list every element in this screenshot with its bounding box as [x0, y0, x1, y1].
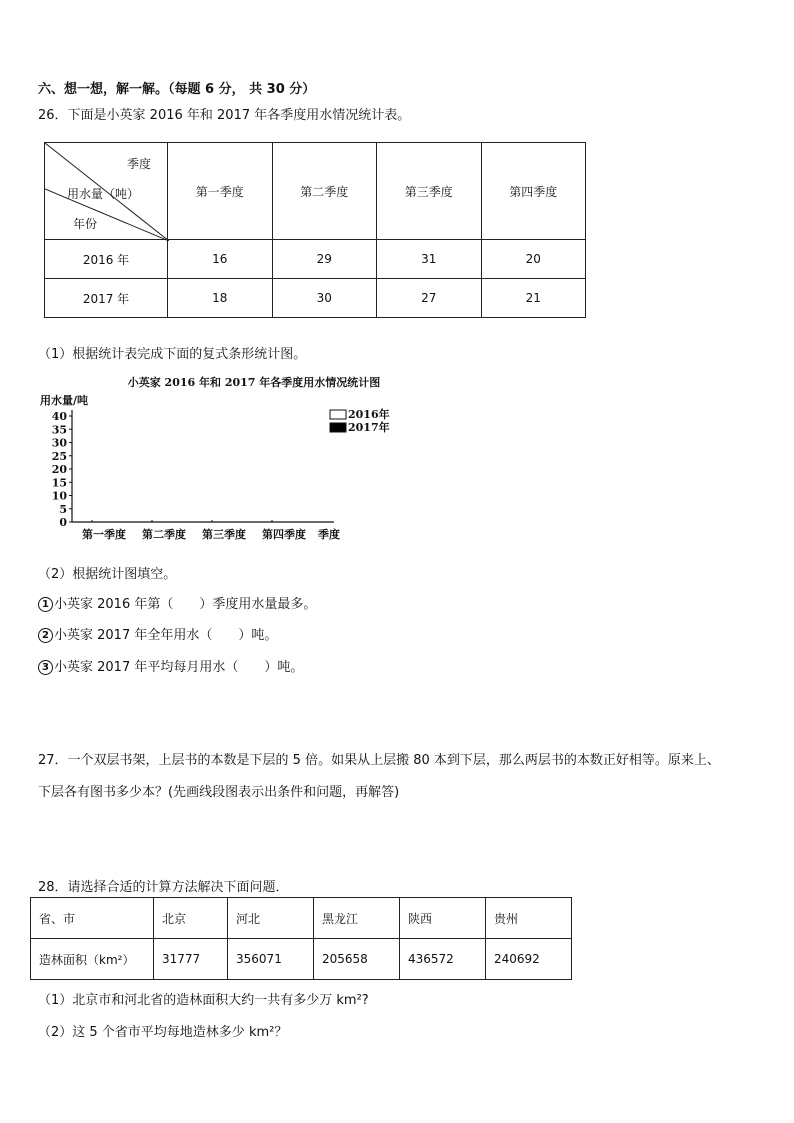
fill-item-3 [38, 656, 303, 675]
fill-text-2: 小英家 2017 年全年用水（ ）吨。 [54, 628, 278, 643]
table-row [45, 279, 586, 318]
table-header: 第三季度 [377, 143, 482, 240]
table-cell: 27 [377, 279, 482, 318]
x-category-label: 第一季度 [82, 528, 126, 541]
table-cell: 16 [168, 240, 273, 279]
y-tick-label: 25 [51, 449, 67, 463]
q27-line2: 下层各有图书多少本？(先画线段图表示出条件和问题，再解答) [38, 785, 400, 800]
table-cell: 356071 [228, 939, 314, 980]
fill-text-3: 小英家 2017 年平均每月用水（ ）吨。 [54, 660, 304, 675]
table-header: 黑龙江 [314, 898, 400, 939]
table-cell: 18 [168, 279, 273, 318]
table-cell: 20 [481, 240, 586, 279]
table-row [31, 939, 572, 980]
chart-legend [330, 407, 390, 434]
y-tick-label: 20 [51, 463, 67, 476]
q26-part1: （1）根据统计表完成下面的复式条形统计图。 [38, 347, 307, 362]
y-tick-label: 40 [51, 410, 67, 423]
row-label: 2016 年 [45, 240, 168, 279]
x-category-label: 第三季度 [202, 528, 246, 541]
y-tick-label: 0 [59, 516, 67, 529]
table-cell: 30 [272, 279, 377, 318]
table-cell: 31 [377, 240, 482, 279]
q27-line1: 27．一个双层书架，上层书的本数是下层的 5 倍。如果从上层搬 80 本到下层，那么两层书的本数正好相等。原来上、 [38, 753, 720, 768]
table-row [45, 240, 586, 279]
table-header: 第二季度 [272, 143, 377, 240]
chart-ylabel: 用水量/吨 [40, 394, 89, 407]
table-header: 北京 [154, 898, 228, 939]
row-label: 2017 年 [45, 279, 168, 318]
fill-text-1: 小英家 2016 年第（ ）季度用水量最多。 [54, 597, 317, 612]
circled-number-2: 2 [38, 628, 53, 643]
y-tick-label: 35 [51, 423, 67, 437]
table-header: 河北 [228, 898, 314, 939]
table-header: 第一季度 [168, 143, 273, 240]
legend-swatch-2017 [330, 423, 346, 432]
q28-forest-table [30, 897, 572, 980]
table-corner-cell [45, 143, 168, 240]
corner-label-year: 年份 [73, 217, 98, 231]
legend-label-2017: 2017年 [348, 421, 390, 434]
fill-item-2 [38, 624, 277, 643]
circled-number-1: 1 [38, 597, 53, 612]
table-cell: 436572 [399, 939, 485, 980]
table-row [31, 898, 572, 939]
corner-label-usage: 用水量（吨） [67, 187, 140, 201]
table-cell: 240692 [485, 939, 571, 980]
q26-prompt: 26．下面是小英家 2016 年和 2017 年各季度用水情况统计表。 [38, 108, 411, 123]
q28-question-2: （2）这 5 个省市平均每地造林多少 km²？ [38, 1025, 288, 1040]
fill-item-1 [38, 593, 316, 612]
table-header: 贵州 [485, 898, 571, 939]
water-usage-chart [28, 370, 428, 550]
x-category-label: 第四季度 [262, 528, 306, 541]
y-tick-label: 5 [59, 502, 67, 516]
table-header: 陕西 [399, 898, 485, 939]
table-cell: 21 [481, 279, 586, 318]
table-header: 省、市 [31, 898, 154, 939]
x-category-label: 第二季度 [142, 528, 186, 541]
table-cell: 205658 [314, 939, 400, 980]
q28-question-1: （1）北京市和河北省的造林面积大约一共有多少万 km²? [38, 993, 369, 1008]
table-cell: 31777 [154, 939, 228, 980]
q28-prompt: 28．请选择合适的计算方法解决下面问题． [38, 880, 289, 895]
circled-number-3: 3 [38, 660, 53, 675]
chart-xlabel: 季度 [318, 528, 340, 541]
y-tick-label: 15 [51, 476, 67, 490]
legend-label-2016: 2016年 [348, 408, 390, 421]
y-tick-label: 30 [51, 436, 67, 450]
corner-label-quarter: 季度 [127, 157, 152, 171]
y-tick-label: 10 [51, 489, 67, 503]
section-title: 六、想一想，解一解。（每题 6 分， 共 30 分） [38, 82, 316, 97]
chart-title: 小英家 2016 年和 2017 年各季度用水情况统计图 [127, 376, 381, 389]
q26-part2: （2）根据统计图填空。 [38, 567, 177, 582]
q26-water-table [44, 142, 586, 318]
table-header: 第四季度 [481, 143, 586, 240]
table-cell: 29 [272, 240, 377, 279]
row-label: 造林面积（km²） [31, 939, 154, 980]
legend-swatch-2016 [330, 410, 346, 419]
